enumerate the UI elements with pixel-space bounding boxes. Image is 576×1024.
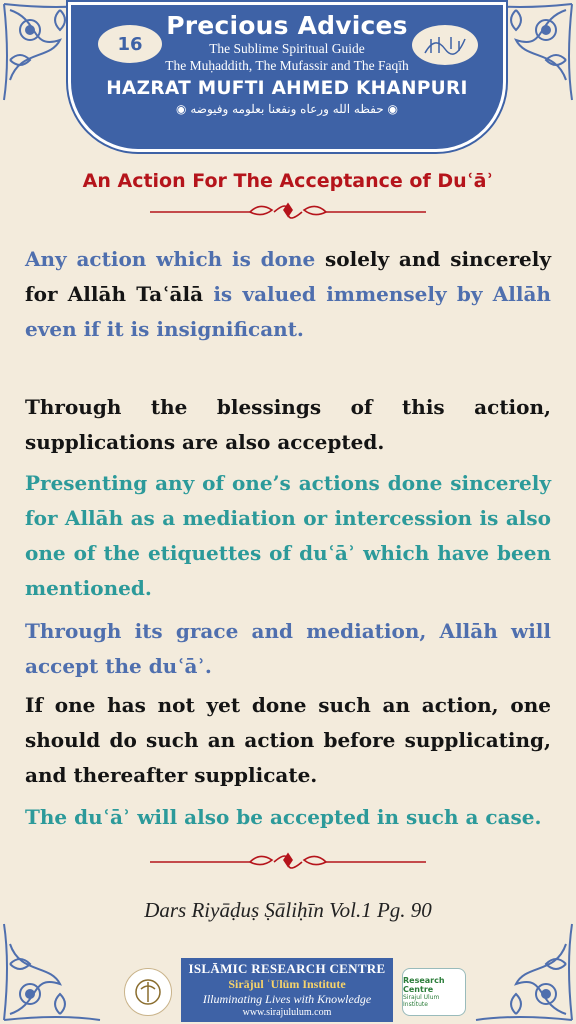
paragraph-4-text: Through its grace and mediation, Allāh will accept the duʿāʾ. [25, 619, 551, 678]
paragraph-1-part-1: Any action which is done [25, 247, 325, 271]
paragraph-3 [25, 466, 551, 606]
header-subtitle-2: The Muḥaddith, The Mufassir and The Faqīh [165, 58, 409, 73]
research-centre-logo-text: Research Centre [403, 976, 445, 994]
paragraph-4 [25, 614, 551, 684]
paragraph-1-part-2: solely and sincerely for Allāh Taʿālā [25, 247, 551, 306]
footer-line-3: Illuminating Lives with Knowledge [202, 992, 372, 1006]
research-centre-logo-subtext: Sirajul Ulum Institute [403, 994, 440, 1008]
issue-number-badge: 16 [96, 23, 164, 65]
research-centre-logo [402, 968, 466, 1016]
paragraph-5-text: If one has not yet done such an action, one should do such an action before supplicating, and thereafter supplicate. [25, 693, 551, 787]
scholar-name: HAZRAT MUFTI AHMED KHANPURI [106, 78, 468, 99]
source-reference: Dars Riyāḍuṣ Ṣāliḥīn Vol.1 Pg. 90 [144, 898, 432, 922]
paragraph-2 [25, 390, 551, 460]
paragraph-6 [25, 800, 551, 835]
paragraph-1 [25, 242, 551, 347]
paragraph-3-text: Presenting any of one’s actions done sincerely for Allāh as a mediation or intercession is also one of the etiquettes of duʿāʾ which have been mentioned. [25, 471, 551, 600]
header-dua-text: حفظه الله ورعاه ونفعنا بعلومه وفيوضه [190, 102, 384, 116]
footer-website-link[interactable]: www.sirajululum.com [242, 1007, 332, 1018]
scroll-divider-ornament-icon [150, 202, 426, 222]
header-dua: ◉ حفظه الله ورعاه ونفعنا بعلومه وفيوضه ◉ [176, 102, 398, 116]
header-subtitle-1: The Sublime Spiritual Guide [209, 41, 365, 56]
paragraph-6-text: The duʿāʾ will also be accepted in such a case. [25, 805, 542, 829]
scroll-divider-ornament-icon [150, 852, 426, 872]
footer-line-1: ISLĀMIC RESEARCH CENTRE [188, 961, 386, 976]
institute-emblem-icon [124, 968, 172, 1016]
topic-heading: An Action For The Acceptance of Duʿāʾ [82, 170, 494, 192]
footer-institute-box [181, 958, 393, 1022]
calligraphy-seal-icon [410, 23, 480, 67]
page-title: Precious Advices [166, 11, 408, 40]
paragraph-1-part-3: is valued immensely by Allāh even if it is insignificant. [25, 282, 551, 341]
footer-line-2: Sirājul ʿUlūm Institute [228, 977, 346, 991]
paragraph-2-text: Through the blessings of this action, supplications are also accepted. [25, 395, 551, 454]
paragraph-5 [25, 688, 551, 793]
